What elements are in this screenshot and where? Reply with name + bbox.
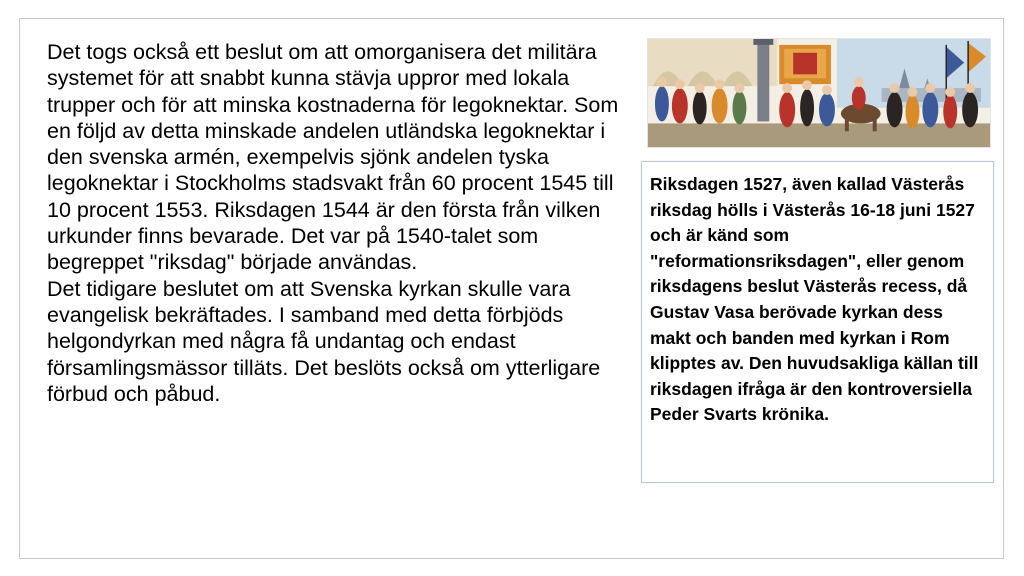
riksdag-painting-image: [647, 38, 991, 148]
slide: [19, 18, 1004, 559]
caption-box: [641, 161, 994, 483]
painting-ground: [648, 123, 990, 147]
paragraph-church-decision: Det tidigare beslutet om att Svenska kyrkan skulle vara evangelisk bekräftades. I samband med detta förbjöds helgondyrkan med några få undantag och endast församlingsmässor tilläts. Det beslöts också om ytterligare förbud och påbud.: [47, 276, 601, 406]
painting-column: [757, 43, 769, 122]
paragraph-military-reform: Det togs också ett beslut om att omorganisera det militära systemet för att snabbt kunna stävja uppror med lokala trupper och för att minska kostnaderna för legoknektar. Som en följd av detta minskade andelen utländska legoknektar i den svenska armén, exempelvis sjönk andelen tyska legoknektar i Stockholms stadsvakt från 60 procent 1545 till 10 procent 1553. Riksdagen 1544 är den första från vilken urkunder finns bevarade. Det var på 1540-talet som begreppet "riksdag" började användas.: [47, 40, 619, 275]
painting-illustration: [648, 39, 990, 147]
image-caption: Riksdagen 1527, även kallad Västerås riksdag hölls i Västerås 16-18 juni 1527 och är känd som "reformationsriksdagen", eller genom riksdagens beslut Västerås recess, då Gustav Vasa berövade kyrkan dess makt och banden med kyrkan i Rom klipptes av. Den huvudsakliga källan till riksdagen ifråga är den kontroversiella Peder Svarts krönika.: [650, 174, 979, 425]
main-text-block: [47, 39, 637, 407]
